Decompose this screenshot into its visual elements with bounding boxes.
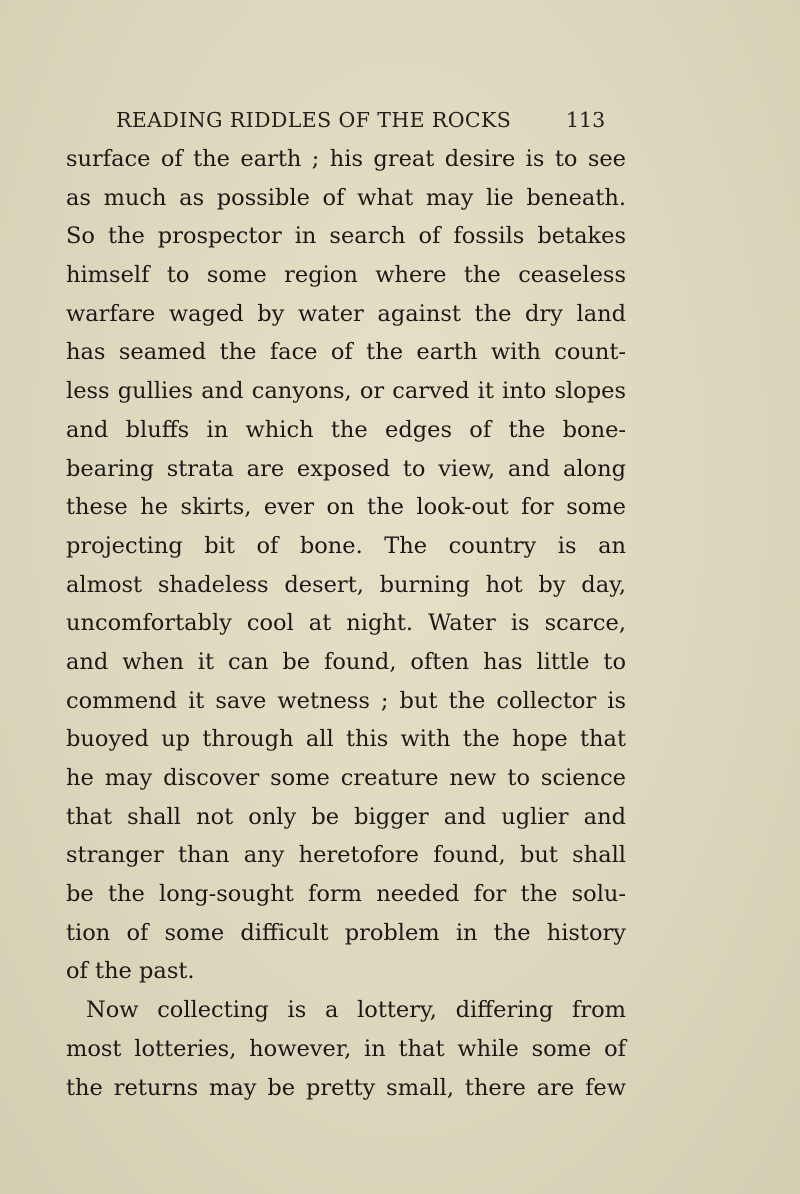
text-line: projecting bit of bone. The country is an	[66, 532, 626, 559]
text-line: commend it save wetness ; but the collector is	[66, 687, 626, 714]
body-text	[66, 140, 626, 1107]
text-line: stranger than any heretofore found, but shall	[66, 842, 626, 869]
text-line: that shall not only be bigger and uglier and	[66, 803, 626, 830]
text-line: the returns may be pretty small, there are few	[66, 1074, 626, 1101]
text-line: less gullies and canyons, or carved it into slopes	[66, 378, 626, 405]
text-line: these he skirts, ever on the look-out for some	[66, 494, 626, 521]
text-line-paragraph-start: Now collecting is a lottery, differing from	[86, 997, 626, 1024]
text-line: of the past.	[66, 958, 195, 985]
text-line: most lotteries, however, in that while some of	[66, 1035, 626, 1062]
text-line: bearing strata are exposed to view, and along	[66, 455, 626, 482]
text-line: surface of the earth ; his great desire is to see	[66, 146, 626, 172]
page-number: 113	[566, 108, 606, 132]
text-line: as much as possible of what may lie beneath.	[66, 184, 626, 211]
text-line: and bluffs in which the edges of the bone-	[66, 416, 626, 443]
text-line: warfare waged by water against the dry land	[66, 300, 626, 327]
text-line: himself to some region where the ceaseless	[66, 262, 626, 289]
text-line: almost shadeless desert, burning hot by day,	[66, 571, 626, 598]
text-line: and when it can be found, often has little to	[66, 648, 626, 675]
text-line: So the prospector in search of fossils betakes	[66, 223, 626, 250]
running-head	[0, 104, 800, 140]
text-line: be the long-sought form needed for the solu-	[66, 881, 626, 908]
running-title: READING RIDDLES OF THE ROCKS	[116, 108, 512, 132]
text-line: uncomfortably cool at night. Water is scarce,	[66, 610, 626, 637]
text-line: buoyed up through all this with the hope that	[66, 726, 626, 753]
text-line: he may discover some creature new to science	[66, 765, 626, 791]
text-line: tion of some difficult problem in the history	[66, 919, 626, 946]
text-line: has seamed the face of the earth with count-	[66, 339, 626, 366]
